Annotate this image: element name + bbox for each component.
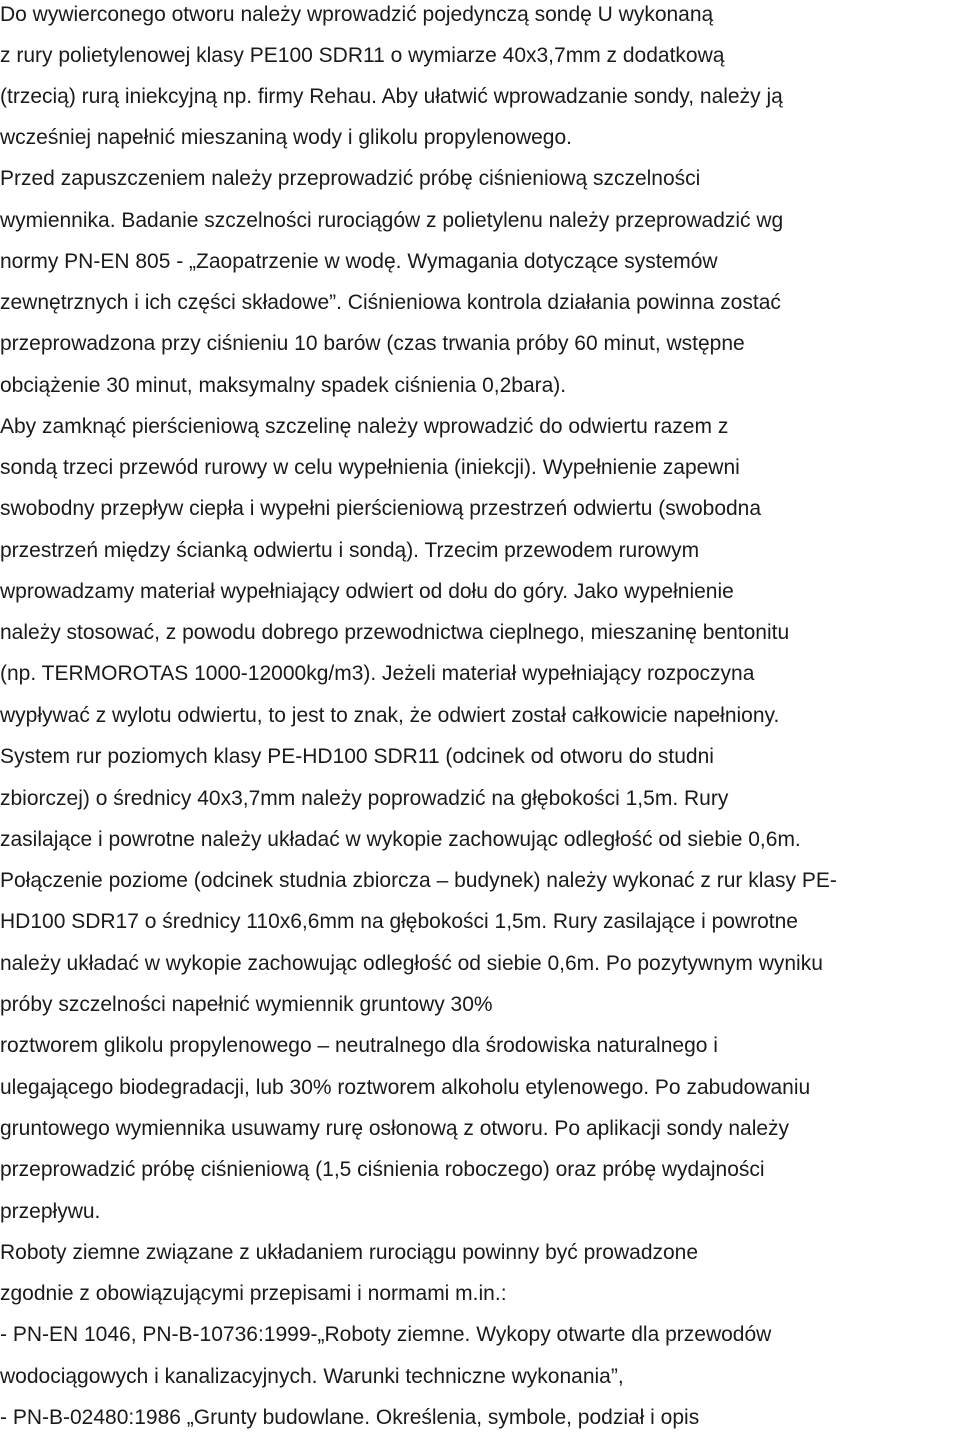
text-line: przeprowadzić próbę ciśnieniową (1,5 ciśnienia roboczego) oraz próbę wydajności — [0, 1158, 765, 1181]
text-line: przeprowadzona przy ciśnieniu 10 barów (czas trwania próby 60 minut, wstępne — [0, 332, 745, 355]
text-line: wymiennika. Badanie szczelności rurociągów z polietylenu należy przeprowadzić wg — [0, 209, 784, 232]
text-line: - PN-EN 1046, PN-B-10736:1999-„Roboty ziemne. Wykopy otwarte dla przewodów — [0, 1323, 772, 1346]
text-line: HD100 SDR17 o średnicy 110x6,6mm na głębokości 1,5m. Rury zasilające i powrotne — [0, 910, 798, 933]
text-line: wprowadzamy materiał wypełniający odwiert od dołu do góry. Jako wypełnienie — [0, 580, 734, 603]
text-line: - PN-B-02480:1986 „Grunty budowlane. Określenia, symbole, podział i opis — [0, 1406, 700, 1429]
text-line: próby szczelności napełnić wymiennik gruntowy 30% — [0, 993, 493, 1016]
text-line: wcześniej napełnić mieszaniną wody i glikolu propylenowego. — [0, 126, 572, 149]
text-line: ulegającego biodegradacji, lub 30% roztworem alkoholu etylenowego. Po zabudowaniu — [0, 1076, 811, 1099]
text-line: Przed zapuszczeniem należy przeprowadzić próbę ciśnieniową szczelności — [0, 167, 701, 190]
text-line: z rury polietylenowej klasy PE100 SDR11 o wymiarze 40x3,7mm z dodatkową — [0, 44, 725, 67]
text-line: normy PN-EN 805 - „Zaopatrzenie w wodę. Wymagania dotyczące systemów — [0, 250, 718, 273]
text-line: obciążenie 30 minut, maksymalny spadek ciśnienia 0,2bara). — [0, 374, 567, 397]
text-line: przestrzeń między ścianką odwiertu i sondą). Trzecim przewodem rurowym — [0, 539, 700, 562]
text-line: swobodny przepływ ciepła i wypełni pierścieniową przestrzeń odwiertu (swobodna — [0, 497, 762, 520]
text-line: Do wywierconego otworu należy wprowadzić pojedynczą sondę U wykonaną — [0, 3, 714, 26]
text-line: (trzecią) rurą iniekcyjną np. firmy Rehau. Aby ułatwić wprowadzanie sondy, należy ją — [0, 85, 783, 108]
text-line: zbiorczej) o średnicy 40x3,7mm należy poprowadzić na głębokości 1,5m. Rury — [0, 787, 729, 810]
text-line: należy układać w wykopie zachowując odległość od siebie 0,6m. Po pozytywnym wyniku — [0, 952, 823, 975]
text-line: sondą trzeci przewód rurowy w celu wypełnienia (iniekcji). Wypełnienie zapewni — [0, 456, 740, 479]
text-line: wodociągowych i kanalizacyjnych. Warunki techniczne wykonania”, — [0, 1365, 624, 1388]
text-line: wypływać z wylotu odwiertu, to jest to znak, że odwiert został całkowicie napełniony. — [0, 704, 780, 727]
text-line: System rur poziomych klasy PE-HD100 SDR11 (odcinek od otworu do studni — [0, 745, 714, 768]
text-line: Roboty ziemne związane z układaniem rurociągu powinny być prowadzone — [0, 1241, 699, 1264]
text-line: przepływu. — [0, 1200, 101, 1223]
text-line: zgodnie z obowiązującymi przepisami i normami m.in.: — [0, 1282, 507, 1305]
text-line: (np. TERMOROTAS 1000-12000kg/m3). Jeżeli materiał wypełniający rozpoczyna — [0, 662, 755, 685]
text-line: gruntowego wymiennika usuwamy rurę osłonową z otworu. Po aplikacji sondy należy — [0, 1117, 790, 1140]
text-line: zasilające i powrotne należy układać w wykopie zachowując odległość od siebie 0,6m. — [0, 828, 801, 851]
text-line: roztworem glikolu propylenowego – neutralnego dla środowiska naturalnego i — [0, 1034, 718, 1057]
text-line: Aby zamknąć pierścieniową szczelinę należy wprowadzić do odwiertu razem z — [0, 415, 729, 438]
text-line: zewnętrznych i ich części składowe”. Ciśnieniowa kontrola działania powinna zostać — [0, 291, 781, 314]
text-line: Połączenie poziome (odcinek studnia zbiorcza – budynek) należy wykonać z rur klasy PE- — [0, 869, 837, 892]
text-line: należy stosować, z powodu dobrego przewodnictwa cieplnego, mieszaninę bentonitu — [0, 621, 790, 644]
